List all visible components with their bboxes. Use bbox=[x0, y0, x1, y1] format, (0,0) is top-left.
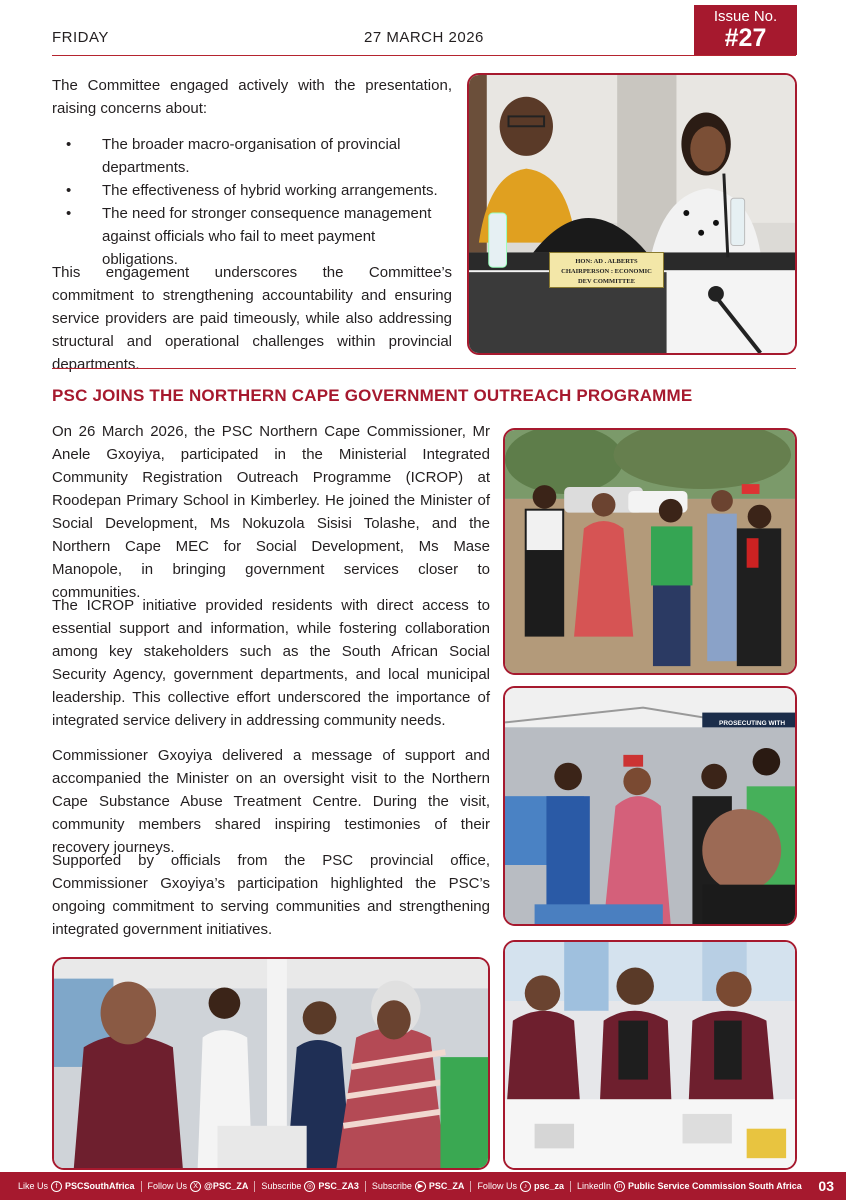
linkedin-icon: in bbox=[614, 1181, 625, 1192]
footer-x-link[interactable] bbox=[142, 1181, 256, 1192]
social-footer bbox=[0, 1172, 846, 1200]
nameplate-line: DEV COMMITTEE bbox=[577, 278, 636, 285]
psc-officials-photo bbox=[503, 940, 797, 1170]
youtube-icon: ▶ bbox=[415, 1181, 426, 1192]
page-number: 03 bbox=[818, 1178, 834, 1194]
list-item: • The broader macro-organisation of provincial departments. bbox=[52, 133, 452, 179]
issue-badge bbox=[694, 5, 797, 55]
issue-label: Issue No. bbox=[713, 8, 778, 25]
footer-tiktok-link[interactable] bbox=[471, 1181, 571, 1192]
facebook-icon: f bbox=[51, 1181, 62, 1192]
footer-prefix: Like Us bbox=[18, 1181, 49, 1191]
footer-youtube-link[interactable] bbox=[366, 1181, 472, 1192]
header-date: 27 MARCH 2026 bbox=[364, 29, 484, 46]
concerns-list bbox=[52, 133, 452, 271]
tent-banner-text: PROSECUTING WITH bbox=[719, 720, 786, 727]
nameplate-line: CHAIRPERSON : ECONOMIC bbox=[561, 268, 652, 275]
footer-prefix: Follow Us bbox=[477, 1181, 517, 1191]
instagram-icon: ◎ bbox=[304, 1181, 315, 1192]
header-day: FRIDAY bbox=[52, 29, 109, 46]
footer-handle: PSC_ZA3 bbox=[318, 1181, 359, 1191]
footer-handle: PSC_ZA bbox=[428, 1181, 465, 1191]
nameplate-line: HON: AD . ALBERTS bbox=[575, 258, 638, 265]
footer-facebook-link[interactable] bbox=[12, 1181, 142, 1192]
intro-paragraph: The Committee engaged actively with the presentation, raising concerns about: bbox=[52, 77, 452, 117]
footer-prefix: Subscribe bbox=[371, 1181, 412, 1191]
outreach-gathering-photo bbox=[503, 428, 797, 675]
committee-meeting-photo bbox=[467, 73, 797, 355]
footer-handle: PSCSouthAfrica bbox=[65, 1181, 135, 1191]
header-divider bbox=[52, 55, 796, 56]
footer-prefix: Subscribe bbox=[261, 1181, 302, 1191]
tent-services-photo bbox=[503, 686, 797, 926]
article-paragraph: On 26 March 2026, the PSC Northern Cape Commissioner, Mr Anele Gxoyiya, participated in the Ministerial Integrated Community Registration Outreach Programme (ICROP) at Roodepan Primary School in Kimberley. He joined the Minister of Social Development, Ms Nokuzola Sisisi Tolashe, and the Northern Cape MEC for Social Development, Ms Mase Manopole, in bringing government services closer to communities. bbox=[52, 423, 490, 601]
footer-handle: @PSC_ZA bbox=[204, 1181, 249, 1191]
footer-handle: Public Service Commission South Africa bbox=[628, 1181, 802, 1191]
x-icon: X bbox=[190, 1181, 201, 1192]
footer-prefix: LinkedIn bbox=[576, 1181, 612, 1191]
footer-handle: psc_za bbox=[533, 1181, 564, 1191]
intro-closing-paragraph: This engagement underscores the Committee’s commitment to strengthening accountability and ensuring service providers are paid timeously, while also addressing structural and operational challenges within provincial departments. bbox=[52, 264, 452, 373]
article-paragraph: The ICROP initiative provided residents with direct access to essential support and information, while fostering collaboration among key stakeholders such as the South African Social Security Agency, government departments, and local municipal leadership. This collective effort underscored the importance of integrated service delivery in addressing community needs. bbox=[52, 597, 490, 729]
chairperson-nameplate bbox=[549, 252, 664, 288]
issue-number: #27 bbox=[724, 24, 767, 52]
tiktok-icon: ♪ bbox=[520, 1181, 531, 1192]
list-item: • The effectiveness of hybrid working arrangements. bbox=[52, 179, 452, 202]
article-heading: PSC JOINS THE NORTHERN CAPE GOVERNMENT OUTREACH PROGRAMME bbox=[52, 386, 693, 405]
commissioner-group-photo bbox=[52, 957, 490, 1170]
list-item: • The need for stronger consequence management against officials who fail to meet payment obligations. bbox=[52, 202, 452, 271]
footer-instagram-link[interactable] bbox=[255, 1181, 366, 1192]
article-paragraph: Supported by officials from the PSC provincial office, Commissioner Gxoyiya’s participation highlighted the PSC’s ongoing commitment to serving communities and strengthening integrated government initiatives. bbox=[52, 852, 490, 938]
footer-linkedin-link[interactable] bbox=[571, 1181, 808, 1192]
section-divider bbox=[52, 368, 796, 369]
article-paragraph: Commissioner Gxoyiya delivered a message of support and accompanied the Minister on an oversight visit to the Northern Cape Substance Abuse Treatment Centre. During the visit, community members shared inspiring testimonies of their recovery journeys. bbox=[52, 747, 490, 856]
footer-prefix: Follow Us bbox=[147, 1181, 188, 1191]
